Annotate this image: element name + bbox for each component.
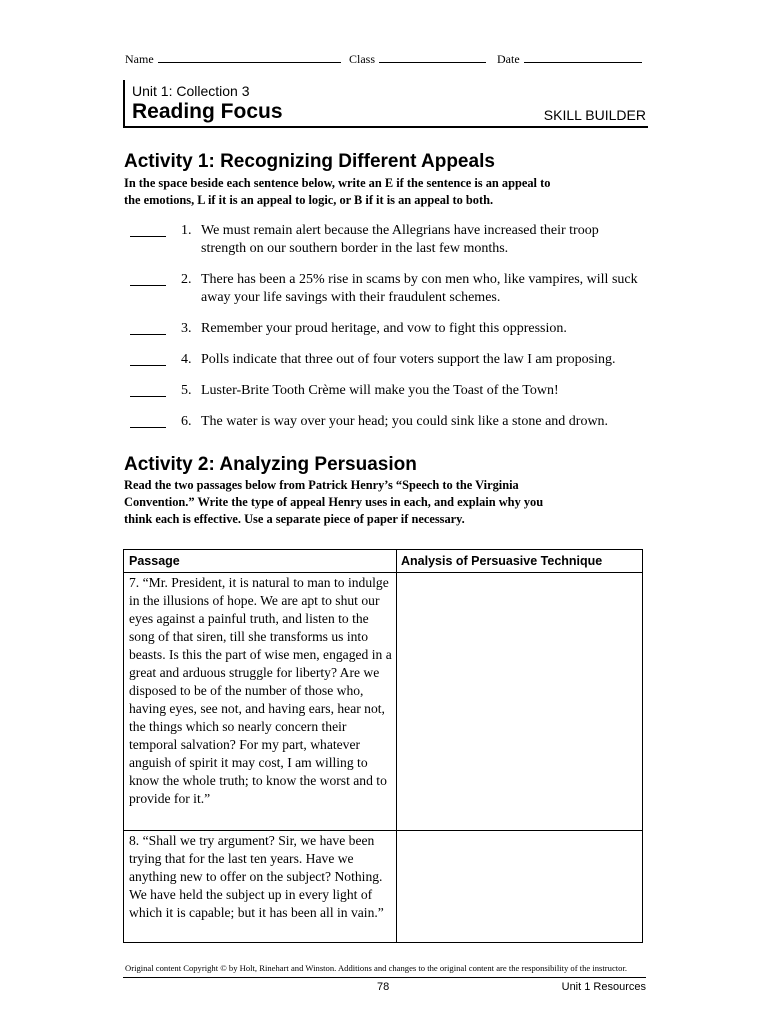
- skill-builder-label: SKILL BUILDER: [543, 107, 646, 123]
- activity1-instructions-line2: the emotions, L if it is an appeal to logic, or B if it is an appeal to both.: [124, 193, 494, 207]
- analysis-cell[interactable]: [401, 574, 637, 826]
- activity2-instructions: [124, 477, 644, 528]
- answer-blank[interactable]: [130, 236, 166, 237]
- activity2-instructions-line2: Convention.” Write the type of appeal Henry uses in each, and explain why you: [124, 495, 544, 509]
- item-text: Luster-Brite Tooth Crème will make you the Toast of the Town!: [201, 383, 559, 398]
- date-field: [497, 51, 642, 67]
- answer-blank[interactable]: [130, 427, 166, 428]
- item-text: The water is way over your head; you could sink like a stone and drown.: [201, 414, 609, 429]
- table-column-divider: [396, 550, 397, 942]
- item-number: 2.: [181, 272, 192, 287]
- item-number: 5.: [181, 383, 192, 398]
- copyright-note: Original content Copyright © by Holt, Rinehart and Winston. Additions and changes to the original content are the responsibility of the instructor.: [125, 963, 627, 973]
- activity2-instructions-line3: think each is effective. Use a separate piece of paper if necessary.: [124, 512, 465, 526]
- item-number: 6.: [181, 414, 192, 429]
- date-blank[interactable]: [524, 51, 642, 63]
- item-text: Remember your proud heritage, and vow to fight this oppression.: [201, 321, 567, 336]
- name-label: Name: [125, 52, 154, 66]
- item-text: Polls indicate that three out of four voters support the law I am proposing.: [201, 352, 616, 367]
- activity1-instructions-line1: In the space beside each sentence below, write an E if the sentence is an appeal to: [124, 176, 551, 190]
- date-label: Date: [497, 52, 520, 66]
- class-blank[interactable]: [379, 51, 486, 63]
- activity2-title: Activity 2: Analyzing Persuasion: [124, 454, 417, 475]
- answer-blank[interactable]: [130, 285, 166, 286]
- activity1-instructions: [124, 175, 644, 209]
- passage-cell: 7. “Mr. President, it is natural to man to indulge in the illusions of hope. We are apt to shut our eyes against a painful truth, and listen to the song of that siren, till she transforms us into beasts. Is this the part of wise men, engaged in a great and arduous struggle for liberty? Are we disposed to be of the number of those who, having eyes, see not, and having ears, hear not, the things which so nearly concern their temporal salvation? For my part, whatever anguish of spirit it may cost, I am willing to know the whole truth; to know the worst and to provide for it.”: [129, 575, 392, 806]
- answer-blank[interactable]: [130, 396, 166, 397]
- item-text: We must remain alert because the Allegrians have increased their troop strength on our southern border in the last few months.: [201, 223, 599, 256]
- item-text: There has been a 25% rise in scams by con men who, like vampires, will suck away your life savings with their fraudulent schemes.: [201, 272, 638, 305]
- name-field: [125, 51, 341, 67]
- page-title: Reading Focus: [132, 100, 283, 123]
- activity2-instructions-line1: Read the two passages below from Patrick Henry’s “Speech to the Virginia: [124, 478, 519, 492]
- table-header-passage: Passage: [129, 554, 180, 568]
- item-number: 3.: [181, 321, 192, 336]
- footer-divider: [123, 977, 646, 978]
- class-label: Class: [349, 52, 376, 66]
- passage-cell: 8. “Shall we try argument? Sir, we have been trying that for the last ten years. Have we anything new to offer on the subject? Nothing. We have held the subject up in every light of which it is capable; but it has been all in vain.”: [129, 833, 384, 920]
- analysis-cell[interactable]: [401, 832, 637, 938]
- collection-label: Unit 1: Collection 3: [132, 83, 250, 99]
- answer-blank[interactable]: [130, 365, 166, 366]
- analysis-table: [123, 549, 643, 943]
- section-label: Unit 1 Resources: [561, 981, 646, 993]
- table-row-divider: [124, 830, 642, 831]
- item-number: 4.: [181, 352, 192, 367]
- name-blank[interactable]: [158, 51, 341, 63]
- activity1-title: Activity 1: Recognizing Different Appeals: [124, 151, 495, 172]
- answer-blank[interactable]: [130, 334, 166, 335]
- table-header-analysis: Analysis of Persuasive Technique: [401, 554, 603, 568]
- table-header-divider: [124, 572, 642, 573]
- class-field: [349, 51, 486, 67]
- page-number: 78: [377, 981, 390, 993]
- item-number: 1.: [181, 223, 192, 238]
